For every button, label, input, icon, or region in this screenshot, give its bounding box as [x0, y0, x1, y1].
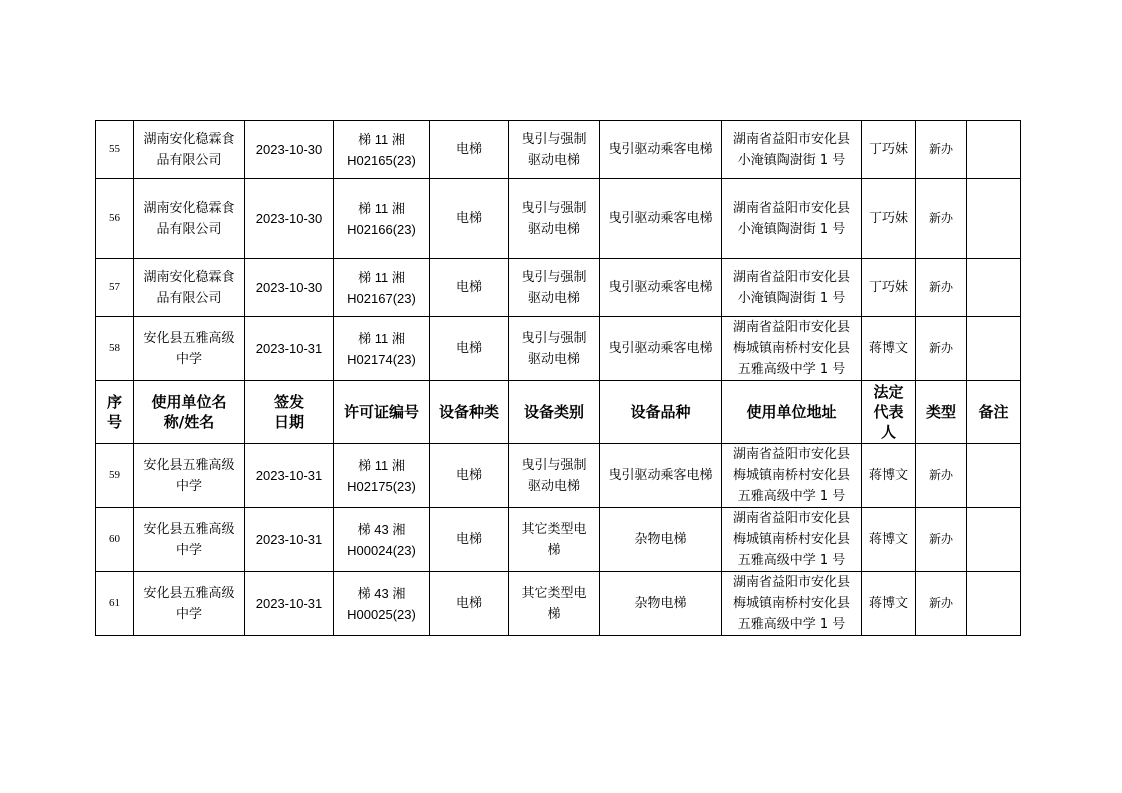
cell-remark	[967, 179, 1021, 259]
cell-type: 新办	[916, 572, 967, 636]
cell-unit: 安化县五雅高级 中学	[134, 317, 245, 381]
cell-type: 新办	[916, 317, 967, 381]
cell-seq: 59	[96, 444, 134, 508]
cell-legal: 蒋博文	[862, 444, 916, 508]
header-address: 使用单位地址	[722, 381, 862, 444]
cell-legal: 丁巧妹	[862, 121, 916, 179]
cell-address: 湖南省益阳市安化县 梅城镇南桥村安化县 五雅高级中学 1 号	[722, 572, 862, 636]
cell-variety: 曳引驱动乘客电梯	[600, 444, 722, 508]
cell-seq: 57	[96, 259, 134, 317]
cell-address: 湖南省益阳市安化县 梅城镇南桥村安化县 五雅高级中学 1 号	[722, 508, 862, 572]
cell-remark	[967, 572, 1021, 636]
header-kind: 设备种类	[430, 381, 509, 444]
cell-permit: 梯 11 湘 H02175(23)	[334, 444, 430, 508]
header-legal: 法定 代表 人	[862, 381, 916, 444]
table-row	[96, 317, 1021, 381]
cell-unit: 安化县五雅高级 中学	[134, 444, 245, 508]
cell-variety: 曳引驱动乘客电梯	[600, 259, 722, 317]
cell-category: 其它类型电 梯	[509, 508, 600, 572]
table-body-bottom	[96, 444, 1021, 636]
cell-date: 2023-10-30	[245, 121, 334, 179]
table-body-top	[96, 121, 1021, 381]
cell-legal: 蒋博文	[862, 317, 916, 381]
table-row	[96, 508, 1021, 572]
cell-address: 湖南省益阳市安化县 小淹镇陶澍街 1 号	[722, 121, 862, 179]
table-row	[96, 259, 1021, 317]
cell-kind: 电梯	[430, 317, 509, 381]
cell-kind: 电梯	[430, 259, 509, 317]
cell-unit: 安化县五雅高级 中学	[134, 572, 245, 636]
cell-variety: 曳引驱动乘客电梯	[600, 317, 722, 381]
table-header	[96, 381, 1021, 444]
cell-type: 新办	[916, 121, 967, 179]
table-row	[96, 572, 1021, 636]
cell-date: 2023-10-31	[245, 572, 334, 636]
cell-seq: 55	[96, 121, 134, 179]
header-remark: 备注	[967, 381, 1021, 444]
cell-kind: 电梯	[430, 572, 509, 636]
cell-variety: 曳引驱动乘客电梯	[600, 121, 722, 179]
cell-variety: 杂物电梯	[600, 572, 722, 636]
table-row	[96, 444, 1021, 508]
cell-legal: 丁巧妹	[862, 179, 916, 259]
cell-address: 湖南省益阳市安化县 小淹镇陶澍街 1 号	[722, 179, 862, 259]
cell-date: 2023-10-31	[245, 444, 334, 508]
table-row	[96, 121, 1021, 179]
cell-seq: 60	[96, 508, 134, 572]
header-unit: 使用单位名 称/姓名	[134, 381, 245, 444]
cell-kind: 电梯	[430, 179, 509, 259]
cell-remark	[967, 317, 1021, 381]
cell-legal: 蒋博文	[862, 508, 916, 572]
cell-remark	[967, 121, 1021, 179]
cell-date: 2023-10-31	[245, 508, 334, 572]
cell-address: 湖南省益阳市安化县 梅城镇南桥村安化县 五雅高级中学 1 号	[722, 317, 862, 381]
cell-seq: 58	[96, 317, 134, 381]
cell-type: 新办	[916, 259, 967, 317]
cell-variety: 杂物电梯	[600, 508, 722, 572]
cell-address: 湖南省益阳市安化县 小淹镇陶澍街 1 号	[722, 259, 862, 317]
header-date: 签发 日期	[245, 381, 334, 444]
cell-legal: 蒋博文	[862, 572, 916, 636]
cell-remark	[967, 508, 1021, 572]
cell-address: 湖南省益阳市安化县 梅城镇南桥村安化县 五雅高级中学 1 号	[722, 444, 862, 508]
cell-permit: 梯 11 湘 H02165(23)	[334, 121, 430, 179]
cell-type: 新办	[916, 444, 967, 508]
header-category: 设备类别	[509, 381, 600, 444]
table-row	[96, 179, 1021, 259]
cell-permit: 梯 11 湘 H02167(23)	[334, 259, 430, 317]
header-variety: 设备品种	[600, 381, 722, 444]
cell-kind: 电梯	[430, 508, 509, 572]
cell-remark	[967, 444, 1021, 508]
cell-permit: 梯 43 湘 H00025(23)	[334, 572, 430, 636]
cell-category: 曳引与强制 驱动电梯	[509, 259, 600, 317]
cell-kind: 电梯	[430, 444, 509, 508]
cell-category: 曳引与强制 驱动电梯	[509, 121, 600, 179]
cell-variety: 曳引驱动乘客电梯	[600, 179, 722, 259]
cell-category: 曳引与强制 驱动电梯	[509, 444, 600, 508]
cell-remark	[967, 259, 1021, 317]
header-row	[96, 381, 1021, 444]
cell-date: 2023-10-31	[245, 317, 334, 381]
cell-permit: 梯 43 湘 H00024(23)	[334, 508, 430, 572]
cell-kind: 电梯	[430, 121, 509, 179]
cell-seq: 61	[96, 572, 134, 636]
permit-table	[95, 120, 1021, 636]
cell-category: 其它类型电 梯	[509, 572, 600, 636]
header-permit: 许可证编号	[334, 381, 430, 444]
cell-type: 新办	[916, 508, 967, 572]
cell-unit: 湖南安化稳霖食 品有限公司	[134, 259, 245, 317]
cell-permit: 梯 11 湘 H02166(23)	[334, 179, 430, 259]
cell-category: 曳引与强制 驱动电梯	[509, 179, 600, 259]
cell-date: 2023-10-30	[245, 259, 334, 317]
cell-legal: 丁巧妹	[862, 259, 916, 317]
cell-category: 曳引与强制 驱动电梯	[509, 317, 600, 381]
cell-type: 新办	[916, 179, 967, 259]
header-seq: 序 号	[96, 381, 134, 444]
cell-unit: 湖南安化稳霖食 品有限公司	[134, 179, 245, 259]
cell-unit: 安化县五雅高级 中学	[134, 508, 245, 572]
cell-permit: 梯 11 湘 H02174(23)	[334, 317, 430, 381]
cell-unit: 湖南安化稳霖食 品有限公司	[134, 121, 245, 179]
cell-seq: 56	[96, 179, 134, 259]
header-type: 类型	[916, 381, 967, 444]
cell-date: 2023-10-30	[245, 179, 334, 259]
